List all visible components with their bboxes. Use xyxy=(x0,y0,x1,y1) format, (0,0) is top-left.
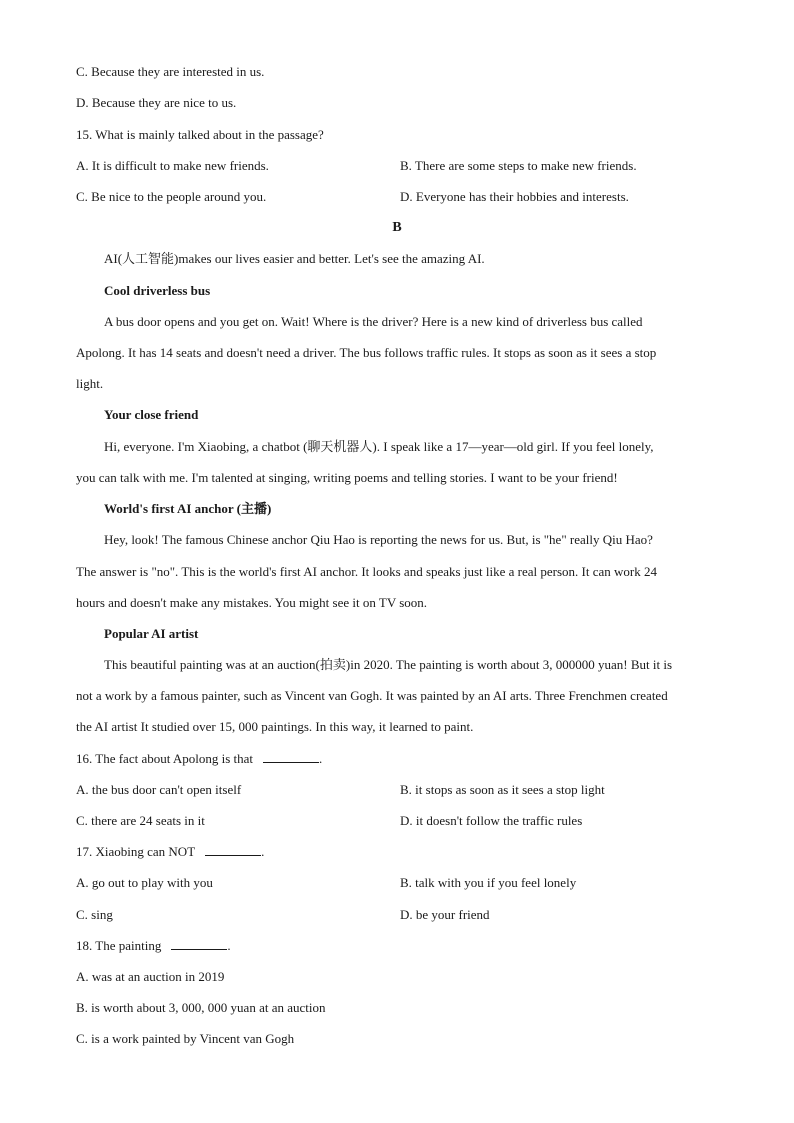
q16-stem: 16. The fact about Apolong is that xyxy=(76,751,254,766)
q17-row-cd xyxy=(76,906,718,924)
q15-option-a: A. It is difficult to make new friends. xyxy=(76,158,269,173)
paragraph-line: not a work by a famous painter, such as Vincent van Gogh. It was painted by an AI arts. Three Frenchmen created xyxy=(76,688,668,703)
q16-option-d: D. it doesn't follow the traffic rules xyxy=(400,813,583,828)
paragraph-line: the AI artist It studied over 15, 000 paintings. In this way, it learned to paint. xyxy=(76,719,474,734)
q15-option-c: C. Be nice to the people around you. xyxy=(76,189,267,204)
q17-stem: 17. Xiaobing can NOT xyxy=(76,844,196,859)
paragraph-line: This beautiful painting was at an auction(拍卖)in 2020. The painting is worth about 3, 000000 yuan! But it is xyxy=(104,657,673,672)
subheading-driverless-bus: Cool driverless bus xyxy=(104,283,211,298)
paragraph-line: Hi, everyone. I'm Xiaobing, a chatbot (聊天机器人). I speak like a 17—year—old girl. If you feel lonely, xyxy=(104,439,654,454)
q16-option-b: B. it stops as soon as it sees a stop light xyxy=(400,782,605,797)
subheading-ai-anchor: World's first AI anchor (主播) xyxy=(104,501,272,516)
q16-stem-line xyxy=(76,750,718,768)
q17-option-b: B. talk with you if you feel lonely xyxy=(400,875,577,890)
q15-row-ab xyxy=(76,157,718,175)
q15-stem: 15. What is mainly talked about in the passage? xyxy=(76,127,324,142)
paragraph-line: you can talk with me. I'm talented at singing, writing poems and telling stories. I want to be your friend! xyxy=(76,470,618,485)
q17-option-a: A. go out to play with you xyxy=(76,875,213,890)
paragraph-line: hours and doesn't make any mistakes. You might see it on TV soon. xyxy=(76,595,428,610)
paragraph-line: The answer is "no". This is the world's first AI anchor. It looks and speaks just like a real person. It can work 24 xyxy=(76,564,657,579)
q14-option-c: C. Because they are interested in us. xyxy=(76,64,265,79)
q14-option-d: D. Because they are nice to us. xyxy=(76,95,237,110)
answer-blank[interactable] xyxy=(171,937,227,950)
q15-option-d: D. Everyone has their hobbies and interests. xyxy=(400,189,629,204)
q15-option-b: B. There are some steps to make new friends. xyxy=(400,158,637,173)
q17-period: . xyxy=(261,844,265,859)
q18-option-b: B. is worth about 3, 000, 000 yuan at an auction xyxy=(76,1000,326,1015)
q16-row-cd xyxy=(76,812,718,830)
q17-row-ab xyxy=(76,874,718,892)
q18-option-c: C. is a work painted by Vincent van Gogh xyxy=(76,1031,295,1046)
subheading-ai-artist: Popular AI artist xyxy=(104,626,199,641)
q16-option-a: A. the bus door can't open itself xyxy=(76,782,242,797)
paragraph-line: light. xyxy=(76,376,104,391)
q18-stem-line xyxy=(76,937,718,955)
q16-option-c: C. there are 24 seats in it xyxy=(76,813,205,828)
q18-period: . xyxy=(227,938,231,953)
paragraph-line: Hey, look! The famous Chinese anchor Qiu Hao is reporting the news for us. But, is "he" really Qiu Hao? xyxy=(104,532,653,547)
subheading-close-friend: Your close friend xyxy=(104,407,199,422)
q17-option-c: C. sing xyxy=(76,907,113,922)
q17-stem-line xyxy=(76,843,718,861)
paragraph-line: A bus door opens and you get on. Wait! Where is the driver? Here is a new kind of driverless bus called xyxy=(104,314,643,329)
q18-stem: 18. The painting xyxy=(76,938,162,953)
q18-option-a: A. was at an auction in 2019 xyxy=(76,969,225,984)
paragraph-line: Apolong. It has 14 seats and doesn't need a driver. The bus follows traffic rules. It stops as soon as it sees a stop xyxy=(76,345,657,360)
q16-period: . xyxy=(319,751,323,766)
q17-option-d: D. be your friend xyxy=(400,907,490,922)
section-b-heading: B xyxy=(392,220,402,235)
passage-intro: AI(人工智能)makes our lives easier and better. Let's see the amazing AI. xyxy=(104,251,485,266)
q15-row-cd xyxy=(76,188,718,206)
q16-row-ab xyxy=(76,781,718,799)
answer-blank[interactable] xyxy=(263,750,319,763)
answer-blank[interactable] xyxy=(205,843,261,856)
